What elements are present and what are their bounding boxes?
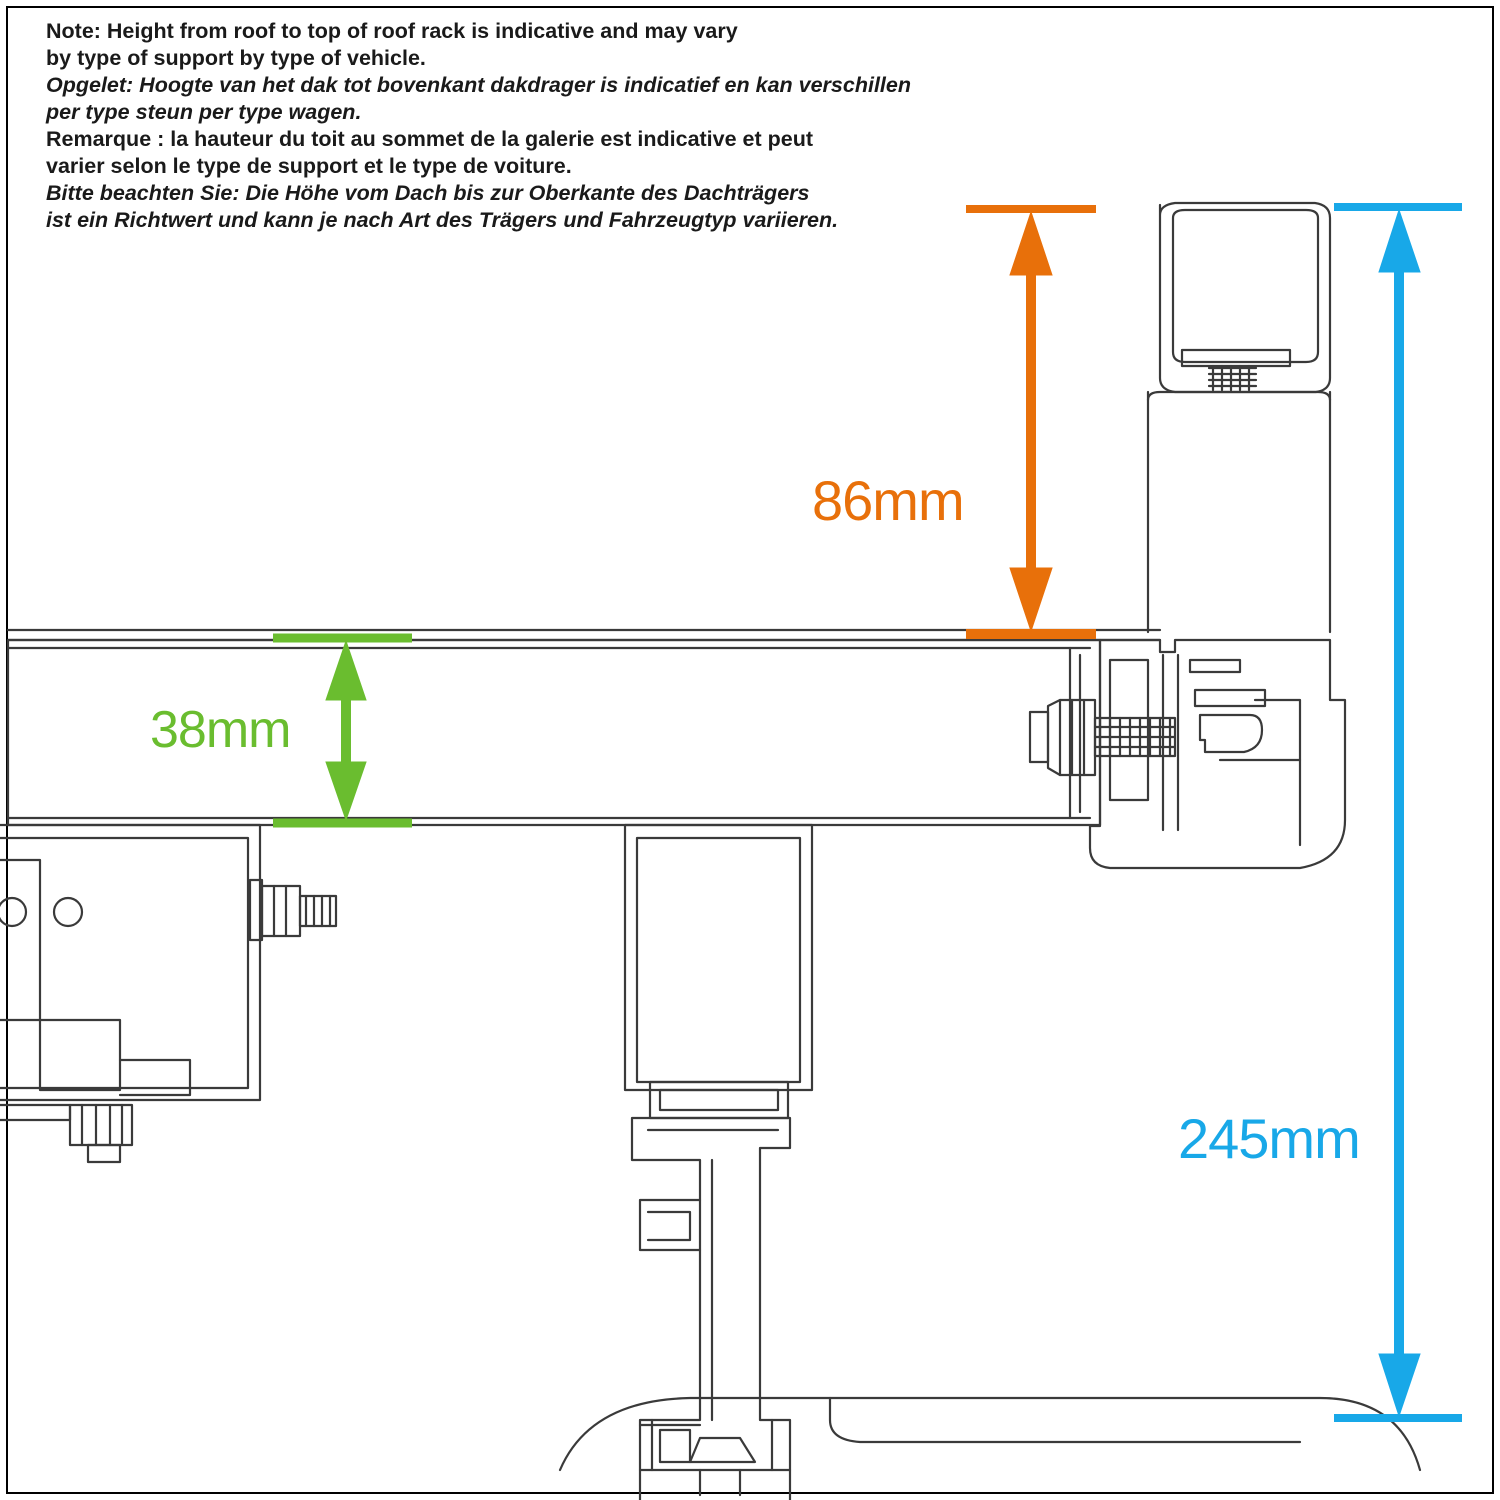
note-line: ist ein Richtwert und kann je nach Art des Trägers und Fahrzeugtyp variieren. <box>46 208 839 232</box>
dim-86mm <box>966 209 1096 634</box>
note-line: Opgelet: Hoogte van het dak tot bovenkant dakdrager is indicatief en kan verschillen <box>46 73 911 97</box>
dimension-label-38mm: 38mm <box>150 701 291 759</box>
note-line: varier selon le type de support et le type de voiture. <box>46 154 572 178</box>
note-line: per type steun per type wagen. <box>46 100 362 124</box>
dim-245mm <box>1334 207 1462 1418</box>
note-line: Remarque : la hauteur du toit au sommet de la galerie est indicative et peut <box>46 127 814 151</box>
note-block <box>46 18 1006 234</box>
dimension-label-245mm: 245mm <box>1178 1107 1360 1170</box>
dimension-label-86mm: 86mm <box>812 469 964 532</box>
dim-38mm <box>273 638 412 823</box>
note-line: by type of support by type of vehicle. <box>46 46 426 70</box>
note-line: Bitte beachten Sie: Die Höhe vom Dach bis zur Oberkante des Dachträgers <box>46 181 810 205</box>
note-line: Note: Height from roof to top of roof rack is indicative and may vary <box>46 19 738 43</box>
